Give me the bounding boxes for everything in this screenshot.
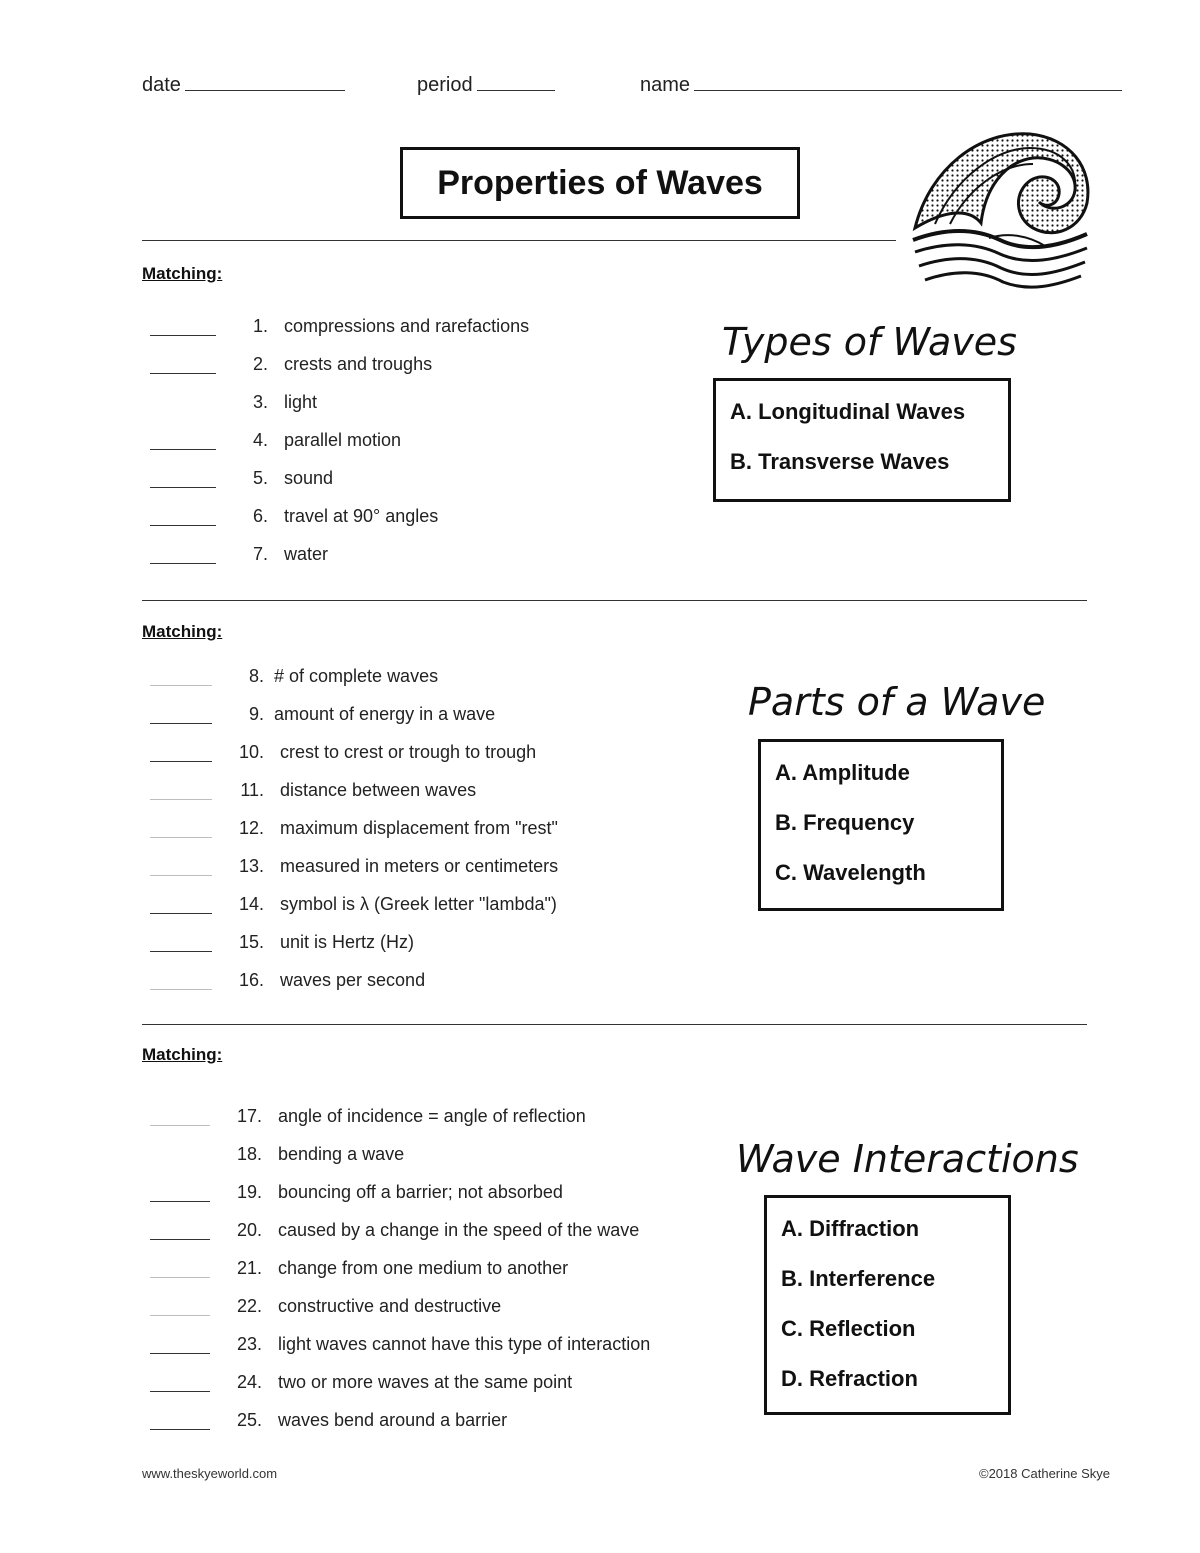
list-item: 20. caused by a change in the speed of the wave <box>150 1213 650 1247</box>
list-item: 2. crests and troughs <box>150 347 529 381</box>
option-d: D. Refraction <box>781 1366 918 1391</box>
period-label: period <box>417 74 473 96</box>
list-item: 16. waves per second <box>150 963 558 997</box>
wave-illustration-icon <box>905 128 1095 294</box>
list-item: 1. compressions and rarefactions <box>150 309 529 343</box>
option-c: C. Wavelength <box>775 860 926 885</box>
types-of-waves-box <box>713 378 1011 502</box>
list-item: 25. waves bend around a barrier <box>150 1403 650 1437</box>
wave-interactions-title: Wave Interactions <box>736 1137 1079 1181</box>
answer-blank[interactable] <box>150 1297 210 1316</box>
answer-blank[interactable] <box>150 667 212 686</box>
list-item: 9. amount of energy in a wave <box>150 697 558 731</box>
section-3-label: Matching: <box>142 1045 223 1064</box>
answer-blank[interactable] <box>150 1373 210 1392</box>
option-a: A. Amplitude <box>775 760 910 785</box>
option-a: A. Diffraction <box>781 1216 920 1241</box>
answer-blank[interactable] <box>150 781 212 800</box>
list-item: 22. constructive and destructive <box>150 1289 650 1323</box>
answer-blank[interactable] <box>150 705 212 724</box>
list-item: 4. parallel motion <box>150 423 529 457</box>
answer-blank[interactable] <box>150 1183 210 1202</box>
date-field[interactable] <box>142 74 345 97</box>
footer-website: www.theskyeworld.com <box>142 1466 278 1481</box>
answer-blank[interactable] <box>150 1259 210 1278</box>
list-item: 17. angle of incidence = angle of reflection <box>150 1099 650 1133</box>
answer-blank[interactable] <box>150 1411 210 1430</box>
section-divider <box>142 1024 1087 1025</box>
answer-blank[interactable] <box>150 1145 210 1164</box>
date-label: date <box>142 74 181 96</box>
list-item: 8. # of complete waves <box>150 659 558 693</box>
answer-blank[interactable] <box>150 431 216 450</box>
list-item: 12. maximum displacement from "rest" <box>150 811 558 845</box>
section-1-label: Matching: <box>142 264 223 283</box>
answer-blank[interactable] <box>150 1335 210 1354</box>
option-b: B. Transverse Waves <box>730 449 950 474</box>
list-item: 23. light waves cannot have this type of interaction <box>150 1327 650 1361</box>
footer-copyright: ©2018 Catherine Skye <box>979 1466 1110 1481</box>
name-blank[interactable] <box>694 76 1122 91</box>
list-item: 21. change from one medium to another <box>150 1251 650 1285</box>
parts-of-a-wave-title: Parts of a Wave <box>748 680 1046 724</box>
answer-blank[interactable] <box>150 469 216 488</box>
list-item: 5. sound <box>150 461 529 495</box>
answer-blank[interactable] <box>150 393 216 412</box>
list-item: 10. crest to crest or trough to trough <box>150 735 558 769</box>
answer-blank[interactable] <box>150 317 216 336</box>
section-2-label: Matching: <box>142 622 223 641</box>
section-2-items <box>150 659 558 997</box>
answer-blank[interactable] <box>150 933 212 952</box>
parts-of-a-wave-box <box>758 739 1004 911</box>
list-item: 3. light <box>150 385 529 419</box>
list-item: 15. unit is Hertz (Hz) <box>150 925 558 959</box>
section-1-items <box>150 309 529 571</box>
answer-blank[interactable] <box>150 1221 210 1240</box>
page-title: Properties of Waves <box>400 147 800 219</box>
option-b: B. Frequency <box>775 810 915 835</box>
section-divider <box>142 600 1087 601</box>
date-blank[interactable] <box>185 76 345 91</box>
option-c: C. Reflection <box>781 1316 916 1341</box>
answer-blank[interactable] <box>150 819 212 838</box>
answer-blank[interactable] <box>150 743 212 762</box>
list-item: 19. bouncing off a barrier; not absorbed <box>150 1175 650 1209</box>
wave-interactions-box <box>764 1195 1011 1415</box>
types-of-waves-title: Types of Waves <box>722 320 1017 364</box>
list-item: 6. travel at 90° angles <box>150 499 529 533</box>
answer-blank[interactable] <box>150 545 216 564</box>
list-item: 14. symbol is λ (Greek letter "lambda") <box>150 887 558 921</box>
name-field[interactable] <box>640 74 1122 97</box>
section-divider <box>142 240 896 241</box>
list-item: 13. measured in meters or centimeters <box>150 849 558 883</box>
answer-blank[interactable] <box>150 857 212 876</box>
list-item: 18. bending a wave <box>150 1137 650 1171</box>
option-a: A. Longitudinal Waves <box>730 399 966 424</box>
list-item: 11. distance between waves <box>150 773 558 807</box>
answer-blank[interactable] <box>150 1107 210 1126</box>
period-field[interactable] <box>417 74 555 97</box>
answer-blank[interactable] <box>150 355 216 374</box>
period-blank[interactable] <box>477 76 555 91</box>
answer-blank[interactable] <box>150 971 212 990</box>
list-item: 24. two or more waves at the same point <box>150 1365 650 1399</box>
answer-blank[interactable] <box>150 507 216 526</box>
section-3-items <box>150 1099 650 1437</box>
answer-blank[interactable] <box>150 895 212 914</box>
name-label: name <box>640 74 691 96</box>
option-b: B. Interference <box>781 1266 936 1291</box>
list-item: 7. water <box>150 537 529 571</box>
